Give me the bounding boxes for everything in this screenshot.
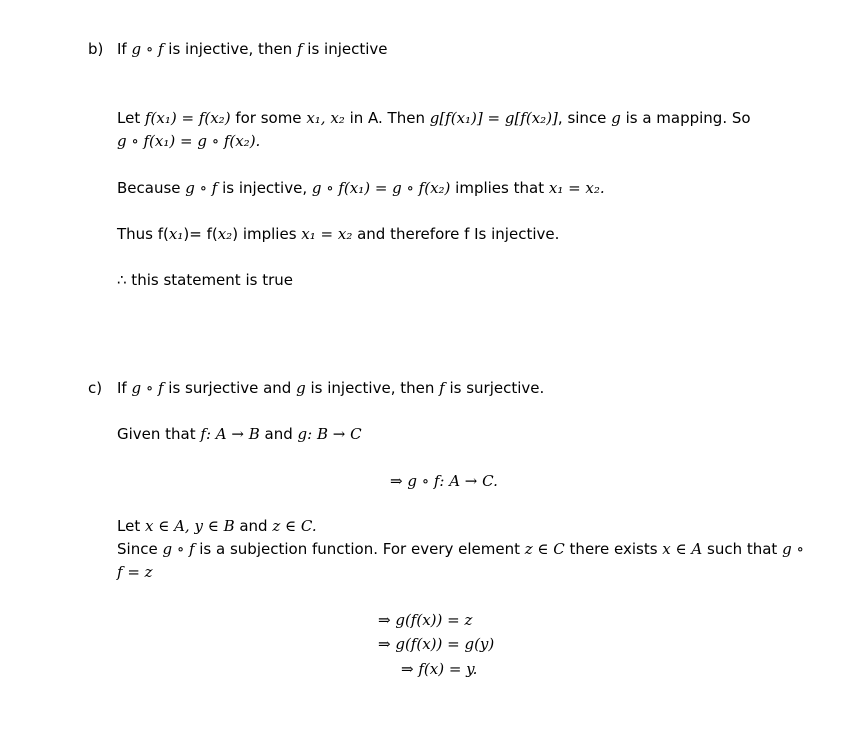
text-run: is surjective and [163,379,297,397]
section-c-since-line-1 [117,538,804,560]
text-run: is injective, then [163,40,297,58]
text-run: Let [117,109,145,127]
math-run: g ∘ f [185,179,218,197]
text-run: and [234,517,273,535]
math-run: x₁, x₂ [306,109,345,127]
text-run: ) implies [232,225,302,243]
math-run: g ∘ f [162,540,195,558]
text-run: Let [117,517,145,535]
text-run: in A. Then [344,109,430,127]
text-run: is injective [302,40,388,58]
text-run: is a mapping. So [620,109,751,127]
math-run: g ∘ f(x₁) = g ∘ f(x₂) [311,179,451,197]
math-run: x₂ [217,225,233,243]
section-c-heading [117,377,544,399]
math-run: x ∈ A, y ∈ B [144,517,235,535]
composition-implication: ⇒ g ∘ f: A → C. [390,472,498,490]
math-run: f: A → B [200,425,260,443]
math-run: f(x₁) = f(x₂) [144,109,231,127]
section-c-label: c) [88,379,103,397]
section-b-paragraph-2 [117,177,605,199]
math-run: g ∘ [782,540,804,558]
math-run: x ∈ A [662,540,703,558]
math-run: x₁ = x₂. [548,179,605,197]
text-run: and therefore f Is injective. [352,225,560,243]
text-run: implies that [450,179,549,197]
section-c-given [117,423,362,445]
text-run: there exists [564,540,663,558]
section-b-conclusion: ∴ this statement is true [117,271,293,289]
math-run: z ∈ C. [272,517,317,535]
text-run: is surjective. [444,379,545,397]
text-run: Given that [117,425,201,443]
math-run: g ∘ f [131,40,164,58]
section-b-paragraph-1-line-1 [117,107,751,129]
section-b-heading [117,38,388,60]
text-run: is injective, [217,179,312,197]
math-run: g[f(x₁)] = g[f(x₂)] [429,109,558,127]
math-run: x₁ = x₂ [301,225,353,243]
math-run: x₁ [168,225,184,243]
math-run: g [611,109,621,127]
section-b-paragraph-1-line-2 [117,130,260,152]
math-run: g: B → C [297,425,362,443]
text-run: , since [557,109,612,127]
text-run: Since [117,540,163,558]
text-run: )= f( [183,225,218,243]
math-run: f [296,40,303,58]
math-run: z ∈ C [524,540,565,558]
text-run: If [117,379,132,397]
text-run: for some [230,109,307,127]
math-run: g ∘ f [131,379,164,397]
math-run: f [439,379,445,397]
text-run: Because [117,179,186,197]
section-b-paragraph-3 [117,223,559,245]
text-run: Thus f( [117,225,169,243]
section-c-since-line-2: f = z [117,563,153,581]
text-run: is injective, then [305,379,440,397]
section-b-label: b) [88,40,104,58]
text-run: such that [702,540,783,558]
text-run: and [259,425,298,443]
text-run: If [117,40,132,58]
math-run: g [296,379,306,397]
section-c-let-line [117,515,317,537]
text-run: is a subjection function. For every element [194,540,525,558]
derivation-step-1: ⇒ g(f(x)) = z [378,611,473,629]
derivation-step-3: ⇒ f(x) = y. [401,660,478,678]
derivation-step-2: ⇒ g(f(x)) = g(y) [378,635,495,653]
math-run: g ∘ f(x₁) = g ∘ f(x₂). [117,132,261,150]
